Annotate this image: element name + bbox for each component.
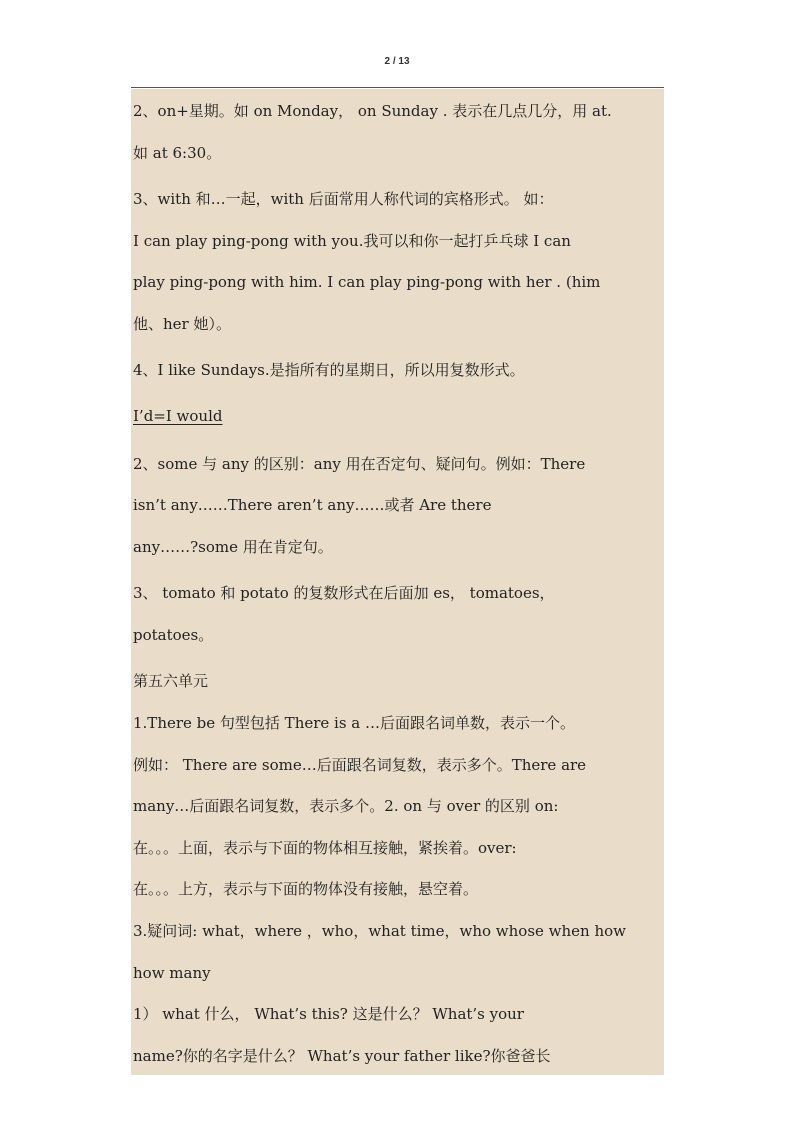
- text-line: 3、 tomato 和 potato 的复数形式在后面加 es， tomatoes，: [133, 584, 555, 602]
- text-line: 例如： There are some…后面跟名词复数，表示多个。There are: [133, 756, 587, 774]
- text-line: 2、some 与 any 的区别：any 用在否定句、疑问句。例如：There: [133, 455, 586, 473]
- text-line: 他、her 她）。: [133, 315, 231, 333]
- text-line: 3、with 和…一起，with 后面常用人称代词的宾格形式。 如：: [133, 190, 554, 208]
- text-line: play ping-pong with him. I can play ping-pong with her . (him: [133, 273, 601, 291]
- section-heading: 第五六单元: [133, 672, 209, 690]
- page-number: 2 / 13: [384, 56, 410, 67]
- text-line: isn’t any……There aren’t any……或者 Are there: [133, 496, 492, 514]
- text-line: 2、on+星期。如 on Monday， on Sunday . 表示在几点几分，用 at.: [133, 102, 612, 120]
- text-line: 1） what 什么， What’s this? 这是什么？ What’s your: [133, 1005, 524, 1023]
- text-line: any……?some 用在肯定句。: [133, 538, 333, 556]
- text-line: 1.There be 句型包括 There is a …后面跟名词单数，表示一个。: [133, 714, 576, 732]
- text-line: 在。。。上方，表示与下面的物体没有接触，悬空着。: [133, 880, 479, 898]
- text-line: many…后面跟名词复数，表示多个。2. on 与 over 的区别 on:: [133, 797, 559, 815]
- text-line: 4、I like Sundays.是指所有的星期日，所以用复数形式。: [133, 361, 525, 379]
- text-line: 如 at 6:30。: [133, 144, 222, 162]
- text-line: 3.疑问词: what，where ，who，what time，who whose when how: [133, 922, 627, 940]
- header-rule: [131, 87, 664, 88]
- text-line: name?你的名字是什么？ What’s your father like?你爸爸长: [133, 1047, 551, 1065]
- text-line: 在。。。上面，表示与下面的物体相互接触，紧挨着。over:: [133, 839, 517, 857]
- text-line-underlined: I’d=I would: [133, 407, 223, 425]
- text-line: I can play ping-pong with you.我可以和你一起打乒乓球 I can: [133, 232, 571, 250]
- text-line: how many: [133, 964, 211, 982]
- text-line: potatoes。: [133, 626, 214, 644]
